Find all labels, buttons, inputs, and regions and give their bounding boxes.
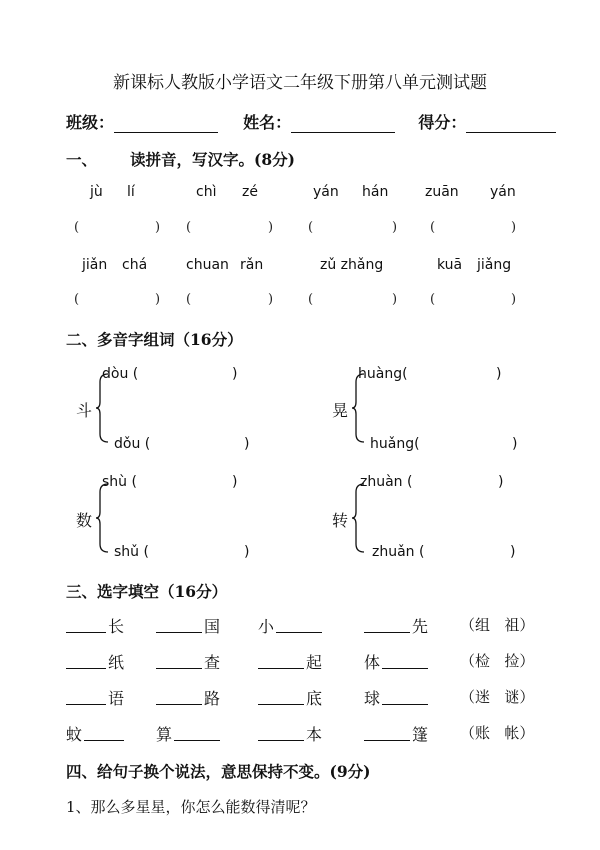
choice-group: （组 祖） (460, 616, 535, 634)
fill-char: 国 (204, 617, 221, 636)
pinyin-syllable: zuān (425, 184, 459, 200)
pinyin-syllable: yán (490, 184, 516, 200)
answer-box-right: ) (511, 292, 517, 307)
close-paren: ) (512, 436, 518, 452)
pinyin-syllable: jiǎng (477, 257, 512, 273)
polyphone-reading-top: shù ( (102, 474, 137, 490)
close-paren: ) (244, 436, 250, 452)
polyphone-reading-bottom: huǎng( (370, 436, 420, 452)
class-label: 班级： (66, 113, 115, 132)
answer-box-left[interactable]: ( (74, 292, 80, 307)
section2-title: 二、多音字组词（16分） (66, 330, 243, 349)
polyphone-char: 数 (76, 511, 93, 530)
name-label: 姓名： (243, 113, 292, 132)
fill-blank[interactable] (382, 668, 428, 669)
fill-char: 本 (306, 725, 323, 744)
brace-icon (352, 482, 366, 554)
answer-box-left[interactable]: ( (308, 292, 314, 307)
choice-char: 帐 (504, 724, 520, 742)
name-blank[interactable] (291, 118, 395, 133)
pinyin-syllable: zé (242, 184, 258, 200)
fill-blank[interactable] (258, 740, 304, 741)
polyphone-char: 斗 (76, 401, 93, 420)
fill-char: 篷 (412, 725, 429, 744)
fill-blank[interactable] (364, 740, 410, 741)
answer-box-left[interactable]: ( (186, 220, 192, 235)
close-paren: ) (232, 474, 238, 490)
pinyin-syllable: chuan (186, 257, 229, 273)
fill-blank[interactable] (258, 668, 304, 669)
polyphone-reading-top: zhuàn ( (360, 474, 413, 490)
fill-blank[interactable] (258, 704, 304, 705)
answer-box-right: ) (268, 292, 274, 307)
polyphone-reading-bottom: shǔ ( (114, 544, 149, 560)
fill-blank[interactable] (66, 704, 106, 705)
choice-char: 检 (475, 652, 491, 670)
fill-char: 语 (108, 689, 125, 708)
section4-title: 四、给句子换个说法，意思保持不变。(9分) (66, 762, 371, 781)
fill-blank[interactable] (382, 704, 428, 705)
close-paren: ) (244, 544, 250, 560)
score-label: 得分： (418, 113, 467, 132)
fill-blank[interactable] (156, 668, 202, 669)
student-info-line (66, 110, 556, 133)
close-paren: ) (232, 366, 238, 382)
brace-icon (96, 482, 110, 554)
pinyin-syllable: jù (90, 184, 103, 200)
answer-box-right: ) (155, 292, 161, 307)
close-paren: ) (498, 474, 504, 490)
polyphone-char: 转 (332, 511, 349, 530)
answer-box-right: ) (392, 292, 398, 307)
answer-box-right: ) (155, 220, 161, 235)
fill-char: 起 (306, 653, 323, 672)
pinyin-syllable: rǎn (240, 257, 264, 273)
fill-char: 底 (306, 689, 323, 708)
brace-icon (96, 372, 110, 444)
choice-char: 祖 (504, 616, 520, 634)
fill-char: 球 (364, 689, 381, 708)
class-blank[interactable] (114, 118, 218, 133)
polyphone-reading-bottom: dǒu ( (114, 436, 151, 452)
choice-char: 组 (475, 616, 491, 634)
brace-icon (352, 372, 366, 444)
choice-char: 迷 (475, 688, 491, 706)
choice-char: 谜 (504, 688, 520, 706)
section1-number: 一、 (66, 150, 98, 169)
polyphone-char: 晃 (332, 401, 349, 420)
answer-box-left[interactable]: ( (74, 220, 80, 235)
fill-char: 蚊 (66, 725, 83, 744)
answer-box-left[interactable]: ( (186, 292, 192, 307)
close-paren: ) (510, 544, 516, 560)
fill-blank[interactable] (156, 632, 202, 633)
answer-box-left[interactable]: ( (430, 292, 436, 307)
section1-title: 读拼音，写汉字。(8分) (130, 150, 295, 169)
section3-title: 三、选字填空（16分） (66, 582, 228, 601)
polyphone-reading-top: dòu ( (102, 366, 139, 382)
fill-blank[interactable] (66, 632, 106, 633)
polyphone-reading-top: huàng( (358, 366, 408, 382)
fill-blank[interactable] (84, 740, 124, 741)
pinyin-syllable: chì (196, 184, 217, 200)
page-title: 新课标人教版小学语文二年级下册第八单元测试题 (113, 73, 487, 93)
pinyin-syllable: zǔ zhǎng (320, 257, 384, 273)
pinyin-syllable: kuā (437, 257, 463, 273)
pinyin-syllable: hán (362, 184, 389, 200)
fill-blank[interactable] (276, 632, 322, 633)
score-blank[interactable] (466, 118, 556, 133)
fill-char: 算 (156, 725, 173, 744)
pinyin-syllable: lí (127, 184, 135, 200)
fill-char: 小 (258, 617, 275, 636)
pinyin-syllable: jiǎn (82, 257, 108, 273)
polyphone-reading-bottom: zhuǎn ( (372, 544, 425, 560)
question-1: 1、那么多星星，你怎么能数得清呢？ (66, 798, 316, 816)
fill-blank[interactable] (174, 740, 220, 741)
fill-blank[interactable] (364, 632, 410, 633)
choice-group: （迷 谜） (460, 688, 535, 706)
fill-char: 路 (204, 689, 221, 708)
fill-char: 纸 (108, 653, 125, 672)
pinyin-syllable: chá (122, 257, 148, 273)
answer-box-right: ) (511, 220, 517, 235)
choice-char: 捡 (504, 652, 520, 670)
choice-group: （检 捡） (460, 652, 535, 670)
choice-group: （账 帐） (460, 724, 535, 742)
answer-box-right: ) (392, 220, 398, 235)
close-paren: ) (496, 366, 502, 382)
fill-char: 体 (364, 653, 381, 672)
answer-box-right: ) (268, 220, 274, 235)
fill-char: 先 (412, 617, 429, 636)
fill-char: 查 (204, 653, 221, 672)
fill-char: 长 (108, 617, 125, 636)
answer-box-left[interactable]: ( (308, 220, 314, 235)
fill-blank[interactable] (66, 668, 106, 669)
pinyin-syllable: yán (313, 184, 339, 200)
fill-blank[interactable] (156, 704, 202, 705)
answer-box-left[interactable]: ( (430, 220, 436, 235)
choice-char: 账 (475, 724, 491, 742)
